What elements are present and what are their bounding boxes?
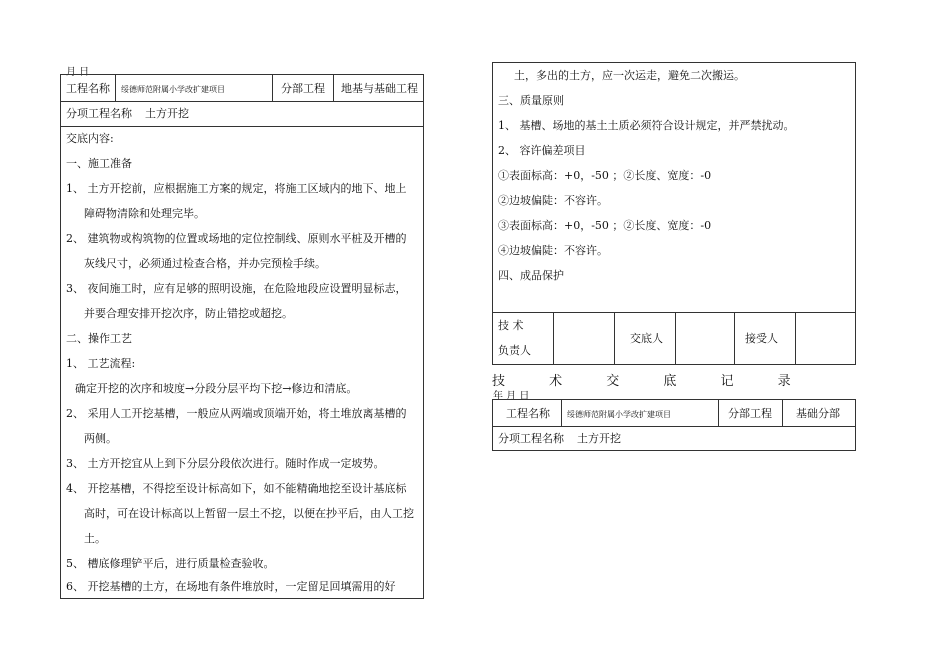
right-project-name: 绥德师范附属小学改扩建项目 [567,410,671,419]
right-col-divider [561,399,562,426]
left-col-divider [272,74,273,101]
left-project-label: 工程名称 [66,82,110,95]
right-sign-col [734,312,735,365]
content-line: 两侧。 [84,432,117,445]
left-subitem-value: 土方开挖 [145,107,189,120]
content-line: ③表面标高：+0，-50 ；②长度、宽度：-0 [498,219,712,232]
right-col-divider [718,399,719,426]
content-line: 3、 土方开挖宜从上到下分层分段依次进行。随时作成一定坡势。 [66,457,385,470]
right-subitem-value: 土方开挖 [577,432,621,445]
content-line: 土，多出的土方，应一次运走，避免二次搬运。 [514,69,745,82]
right-project-label: 工程名称 [506,407,550,420]
content-line: 障碍物清除和处理完毕。 [84,207,205,220]
left-row-divider [60,126,424,127]
content-line: 灰线尺寸，必须通过检查合格，并办完预检手续。 [84,257,326,270]
left-project-name: 绥德师范附属小学改扩建项目 [121,85,225,94]
left-subitem-label: 分项工程名称 [66,107,132,120]
content-line: 并要合理安排开挖次序，防止错挖或超挖。 [84,307,293,320]
right-col-divider [782,399,783,426]
content-line: ②边坡偏陡：不容许。 [498,194,608,207]
left-division-value: 地基与基础工程 [341,82,418,95]
content-line: 2、 采用人工开挖基槽，一般应从两端或顶端开始，将土堆放离基槽的 [66,407,407,420]
content-line: 高时，可在设计标高以上暂留一层土不挖，以便在抄平后，由人工挖 [84,507,414,520]
content-line: 确定开挖的次序和坡度→分段分层平均下挖→修边和清底。 [75,382,358,395]
right-subitem-label: 分项工程名称 [498,432,564,445]
right-sign-col [795,312,796,365]
responsible-label: 负责人 [498,344,531,357]
left-date-label: 月 日 [66,67,90,78]
right-division-label: 分部工程 [728,407,772,420]
content-line: 三、质量原则 [498,94,564,107]
left-col-divider [115,74,116,101]
content-line: 6、 开挖基槽的土方，在场地有条件堆放时，一定留足回填需用的好 [66,580,396,593]
content-line: 交底内容: [66,132,114,145]
right-content-table [492,62,856,365]
content-line: 1、 基槽、场地的基土土质必须符合设计规定，并严禁扰动。 [498,119,795,132]
content-line: 四、成品保护 [498,269,564,282]
content-line: 2、 容许偏差项目 [498,144,586,157]
right-date-label: 年 月 日 [493,391,530,402]
receiver-label: 接受人 [745,332,778,345]
record-title: 技 术 交 底 记 录 [492,374,811,389]
right-row-divider [492,426,856,427]
discloser-label: 交底人 [630,332,663,345]
content-line: ①表面标高：+0，-50 ；②长度、宽度：-0 [498,169,712,182]
content-line: ④边坡偏陡：不容许。 [498,244,608,257]
content-line: 3、 夜间施工时，应有足够的照明设施，在危险地段应设置明显标志， [66,282,407,295]
tech-label: 技 术 [498,319,524,332]
left-col-divider [333,74,334,101]
content-line: 4、 开挖基槽，不得挖至设计标高如下，如不能精确地挖至设计基底标 [66,482,407,495]
right-division-value: 基础分部 [796,407,840,420]
right-sign-divider [492,312,856,313]
content-line: 1、 土方开挖前，应根据施工方案的规定，将施工区域内的地下、地上 [66,182,407,195]
right-sign-col [675,312,676,365]
content-line: 5、 槽底修理铲平后，进行质量检查验收。 [66,557,275,570]
content-line: 土。 [84,532,106,545]
content-line: 二、操作工艺 [66,332,132,345]
right-sign-col [614,312,615,365]
left-division-label: 分部工程 [281,82,325,95]
right-sign-col [553,312,554,365]
content-line: 2、 建筑物或构筑物的位置或场地的定位控制线、原则水平桩及开槽的 [66,232,407,245]
left-row-divider [60,101,424,102]
content-line: 一、施工准备 [66,157,132,170]
content-line: 1、 工艺流程: [66,357,136,370]
